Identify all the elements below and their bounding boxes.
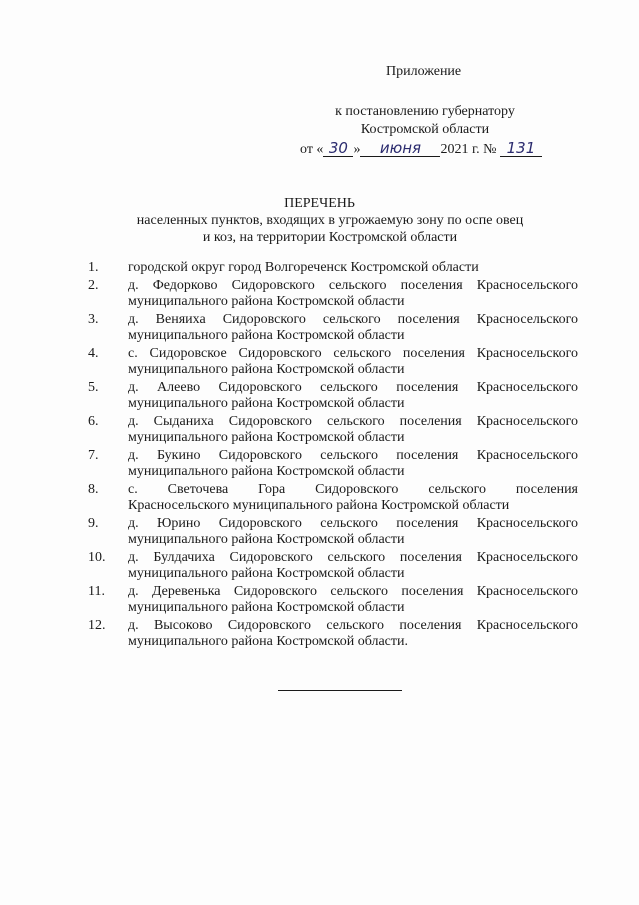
list-item xyxy=(88,260,578,276)
decree-line-2: Костромской области xyxy=(360,122,490,137)
document-subtitle xyxy=(110,212,550,246)
list-item xyxy=(88,550,578,582)
list-item xyxy=(88,618,578,650)
item-text-line-1: с. Сидоровское Сидоровского сельского поселения Красносельского xyxy=(128,346,578,361)
item-text xyxy=(128,482,578,514)
item-text xyxy=(128,312,578,344)
list-item xyxy=(88,380,578,412)
item-text xyxy=(128,260,578,276)
date-day-handwritten: 30 xyxy=(323,140,353,157)
subtitle-line-1: населенных пунктов, входящих в угрожаемую зону по оспе овец xyxy=(136,213,524,228)
decree-reference xyxy=(300,103,550,139)
item-text-line-1: д. Деревенька Сидоровского сельского поселения Красносельского xyxy=(128,584,578,599)
item-text-line-1: д. Высоково Сидоровского сельского поселения Красносельского xyxy=(128,618,578,633)
item-text-line-1: городской округ город Волгореченск Костромской области xyxy=(128,260,479,275)
date-month-handwritten: июня xyxy=(360,140,440,157)
item-number: 5. xyxy=(88,380,99,395)
item-number: 12. xyxy=(88,618,106,633)
item-text xyxy=(128,346,578,378)
list-item xyxy=(88,448,578,480)
list-item xyxy=(88,414,578,446)
item-number: 3. xyxy=(88,312,99,327)
item-text-line-2: муниципального района Костромской области xyxy=(128,294,405,309)
item-text xyxy=(128,448,578,480)
item-number: 6. xyxy=(88,414,99,429)
end-rule xyxy=(278,690,402,691)
date-quote-close: » xyxy=(353,142,361,157)
list-item xyxy=(88,312,578,344)
item-text-line-2: муниципального района Костромской области xyxy=(128,396,405,411)
item-number: 4. xyxy=(88,346,99,361)
settlement-list xyxy=(88,260,578,652)
item-text-line-1: д. Федорково Сидоровского сельского поселения Красносельского xyxy=(128,278,578,293)
item-text-line-1: д. Булдачиха Сидоровского сельского поселения Красносельского xyxy=(128,550,578,565)
item-text xyxy=(128,584,578,616)
list-item xyxy=(88,482,578,514)
item-text-line-2: муниципального района Костромской области xyxy=(128,328,405,343)
item-text xyxy=(128,618,578,650)
subtitle-line-2: и коз, на территории Костромской области xyxy=(202,230,458,245)
item-text-line-1: д. Алеево Сидоровского сельского поселения Красносельского xyxy=(128,380,578,395)
item-text xyxy=(128,278,578,310)
item-text-line-2: муниципального района Костромской области. xyxy=(128,634,409,649)
item-text xyxy=(128,516,578,548)
list-item xyxy=(88,278,578,310)
item-text-line-2: Красносельского муниципального района Костромской области xyxy=(128,498,510,513)
list-item xyxy=(88,516,578,548)
item-text-line-1: с. Светочева Гора Сидоровского сельского поселения xyxy=(128,482,578,497)
item-text-line-2: муниципального района Костромской области xyxy=(128,532,405,547)
date-year: 2021 г. № xyxy=(440,142,497,157)
item-text xyxy=(128,550,578,582)
item-text-line-2: муниципального района Костромской области xyxy=(128,600,405,615)
item-text-line-2: муниципального района Костромской области xyxy=(128,464,405,479)
decree-line-1: к постановлению губернатору xyxy=(335,104,515,119)
item-number: 10. xyxy=(88,550,106,565)
item-text xyxy=(128,380,578,412)
item-text-line-1: д. Юрино Сидоровского сельского поселения Красносельского xyxy=(128,516,578,531)
item-text-line-1: д. Букино Сидоровского сельского поселения Красносельского xyxy=(128,448,578,463)
decree-date-line xyxy=(300,140,542,158)
appendix-label: Приложение xyxy=(386,64,462,79)
item-text xyxy=(128,414,578,446)
item-text-line-2: муниципального района Костромской области xyxy=(128,362,405,377)
item-number: 7. xyxy=(88,448,99,463)
item-text-line-1: д. Сыданиха Сидоровского сельского поселения Красносельского xyxy=(128,414,578,429)
item-text-line-1: д. Веняиха Сидоровского сельского поселения Красносельского xyxy=(128,312,578,327)
item-number: 11. xyxy=(88,584,105,599)
item-text-line-2: муниципального района Костромской области xyxy=(128,430,405,445)
document-title: ПЕРЕЧЕНЬ xyxy=(284,196,355,211)
item-number: 2. xyxy=(88,278,99,293)
list-item xyxy=(88,584,578,616)
decree-number-handwritten: 131 xyxy=(500,140,542,157)
item-text-line-2: муниципального района Костромской области xyxy=(128,566,405,581)
date-prefix: от « xyxy=(300,142,324,157)
item-number: 1. xyxy=(88,260,99,275)
item-number: 9. xyxy=(88,516,99,531)
list-item xyxy=(88,346,578,378)
item-number: 8. xyxy=(88,482,99,497)
